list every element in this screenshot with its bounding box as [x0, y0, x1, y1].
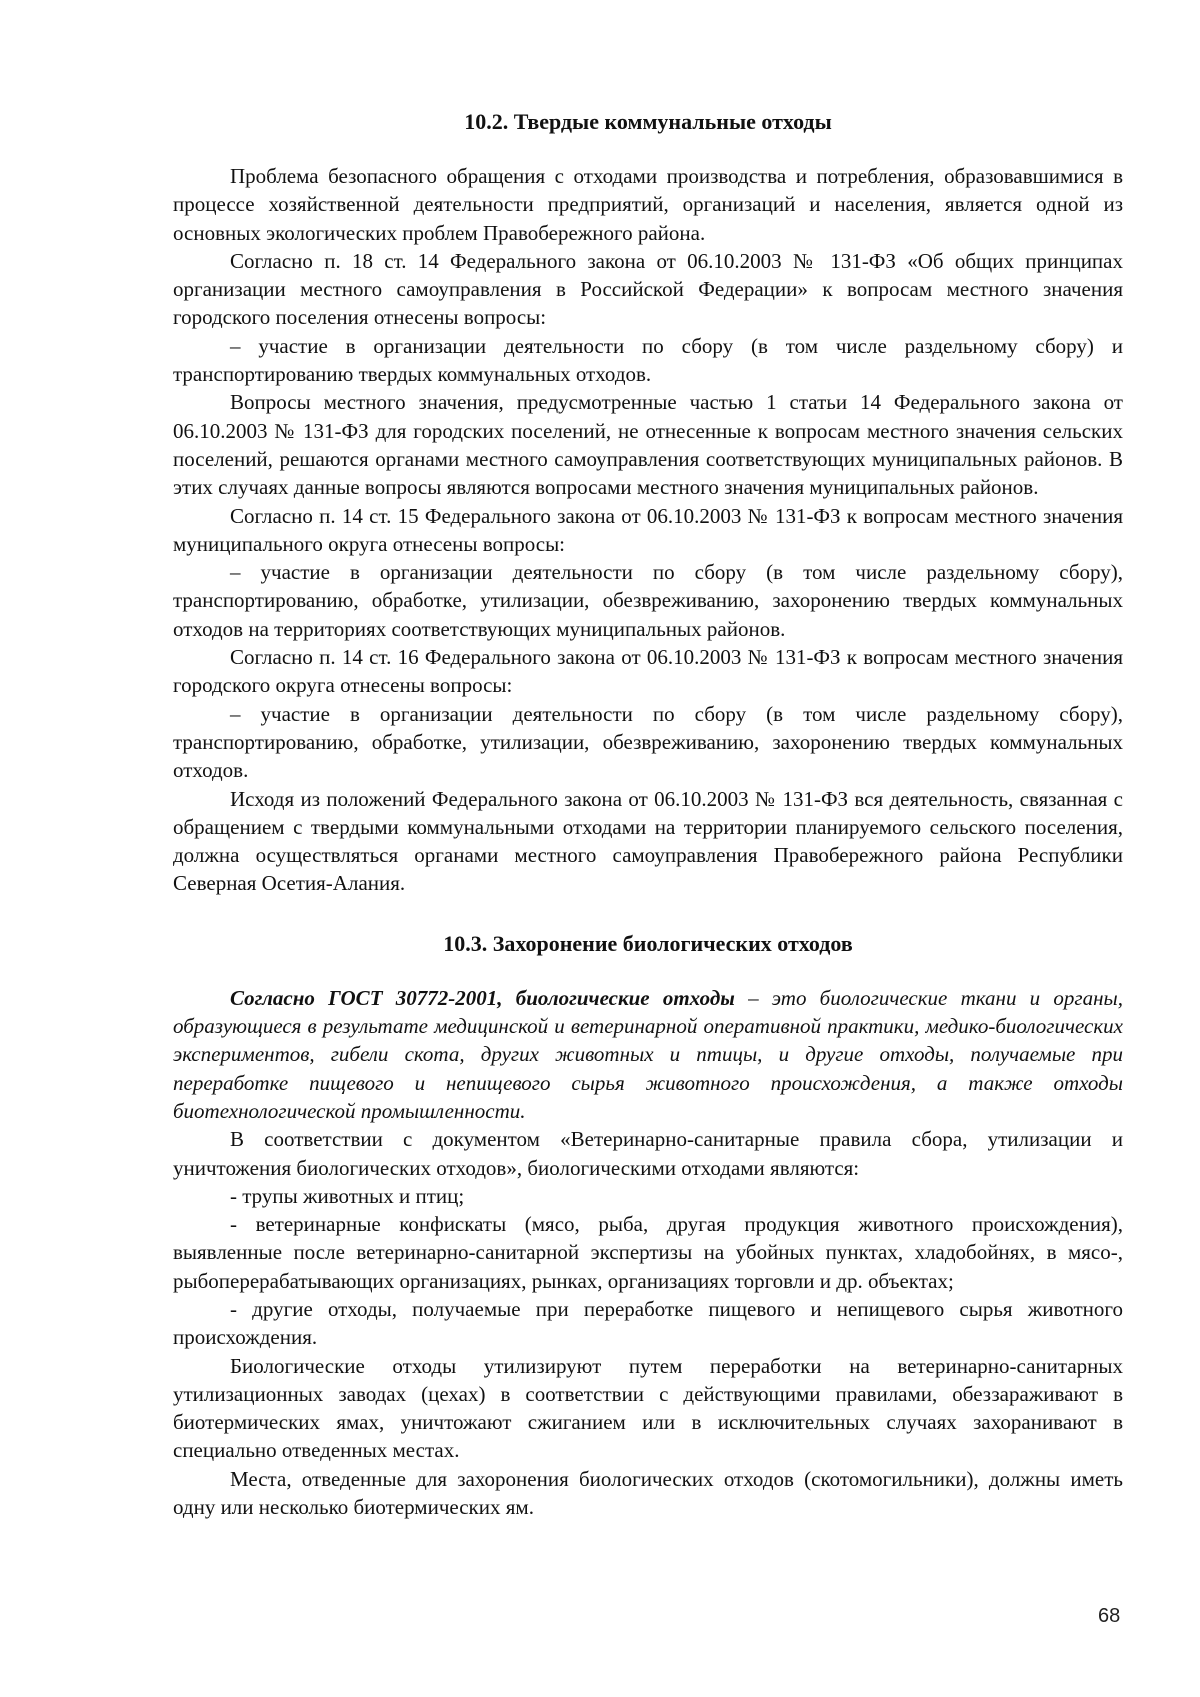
list-item: – участие в организации деятельности по сбору (в том числе раздельному сбору), транспортированию, обработке, утилизации, обезвреживанию, захоронению твердых коммунальных отходов на территориях соответствующих муниципальных районов. — [173, 560, 1123, 641]
list-item: - другие отходы, получаемые при переработке пищевого и непищевого сырья животного происхождения. — [173, 1296, 1123, 1350]
section-heading: 10.3. Захоронение биологических отходов — [443, 930, 853, 956]
definition-paragraph — [173, 984, 1123, 1125]
section-10-2 — [173, 108, 1123, 898]
paragraph: Вопросы местного значения, предусмотренные частью 1 статьи 14 Федерального закона от 06.10.2003 № 131-ФЗ для городских поселений, не отнесенные к вопросам местного значения сельских поселений, решаются органами местного самоуправления соответствующих муниципальных районов. В этих случаях данные вопросы являются вопросами местного значения муниципальных районов. — [173, 390, 1123, 500]
definition-text: – это биологические ткани и органы, образующиеся в результате медицинской и ветеринарной оперативной практики, медико-биологических экспериментов, гибели скота, других животных и птицы, и другие отходы, получаемые при переработке пищевого и непищевого сырья животного происхождения, а также отходы биотехнологической промышленности. — [173, 985, 1123, 1123]
paragraph: Согласно п. 14 ст. 16 Федерального закона от 06.10.2003 № 131-ФЗ к вопросам местного значения городского округа отнесены вопросы: — [173, 645, 1123, 698]
definition-term: Согласно ГОСТ 30772-2001, биологические отходы — [230, 985, 735, 1010]
paragraph: Исходя из положений Федерального закона от 06.10.2003 № 131-ФЗ вся деятельность, связанная с обращением с твердыми коммунальными отходами на территории планируемого сельского поселения, должна осуществляться органами местного самоуправления Правобережного района Республики Северная Осетия-Алания. — [173, 786, 1123, 896]
paragraph: Согласно п. 18 ст. 14 Федерального закона от 06.10.2003 № 131-ФЗ «Об общих принципах организации местного самоуправления в Российской Федерации» к вопросам местного значения городского поселения отнесены вопросы: — [173, 248, 1123, 330]
paragraph: Биологические отходы утилизируют путем переработки на ветеринарно-санитарных утилизационных заводах (цехах) в соответствии с действующими правилами, обеззараживают в биотермических ямах, уничтожают сжиганием или в исключительных случаях захоранивают в специально отведенных местах. — [173, 1353, 1123, 1463]
paragraph: В соответствии с документом «Ветеринарно-санитарные правила сбора, утилизации и уничтожения биологических отходов», биологическими отходами являются: — [173, 1127, 1123, 1180]
paragraph: Места, отведенные для захоронения биологических отходов (скотомогильники), должны иметь одну или несколько биотермических ям. — [173, 1466, 1123, 1520]
list-item: - трупы животных и птиц; — [230, 1183, 465, 1208]
list-item: – участие в организации деятельности по сбору (в том числе раздельному сбору) и транспортированию твердых коммунальных отходов. — [173, 333, 1123, 387]
document-page — [173, 108, 1123, 1521]
page-number: 68 — [1098, 1605, 1121, 1627]
list-item: - ветеринарные конфискаты (мясо, рыба, другая продукция животного происхождения), выявленные после ветеринарно-санитарной экспертизы на убойных пунктах, хладобойнях, в мясо-, рыбоперерабатывающих организациях, рынках, организациях торговли и др. объектах; — [173, 1212, 1123, 1293]
list-item: – участие в организации деятельности по сбору (в том числе раздельному сбору), транспортированию, обработке, утилизации, обезвреживанию, захоронению твердых коммунальных отходов. — [173, 701, 1123, 783]
paragraph: Проблема безопасного обращения с отходами производства и потребления, образовавшимися в процессе хозяйственной деятельности предприятий, организаций и населения, является одной из основных экологических проблем Правобережного района. — [173, 164, 1123, 245]
section-heading: 10.2. Твердые коммунальные отходы — [464, 109, 832, 134]
section-10-3 — [173, 930, 1123, 1522]
paragraph: Согласно п. 14 ст. 15 Федерального закона от 06.10.2003 № 131-ФЗ к вопросам местного значения муниципального округа отнесены вопросы: — [173, 503, 1123, 556]
